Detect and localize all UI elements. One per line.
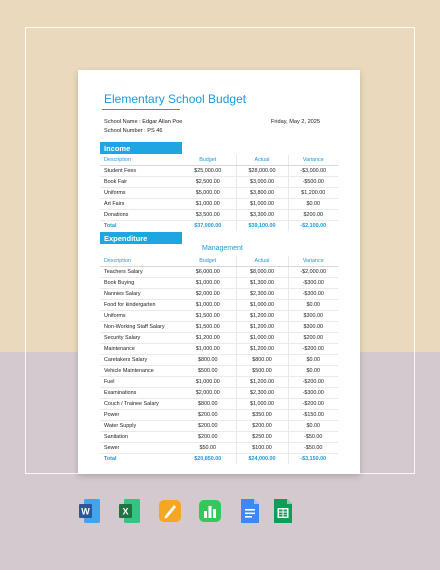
expenditure-row	[100, 366, 338, 377]
actual-cell: $3,000.00	[236, 177, 288, 188]
budget-cell: $800.00	[180, 355, 236, 366]
budget-cell: $1,000.00	[180, 377, 236, 388]
budget-cell: $25,000.00	[180, 166, 236, 177]
variance-cell: -$500.00	[288, 177, 338, 188]
expenditure-total-row	[100, 454, 338, 465]
expenditure-row	[100, 410, 338, 421]
description-cell: Food for kindergarten	[100, 300, 180, 311]
expenditure-row	[100, 300, 338, 311]
budget-cell: $50.00	[180, 443, 236, 454]
actual-cell: $8,000.00	[236, 267, 288, 278]
column-header: Actual	[236, 256, 288, 267]
description-cell: Maintenance	[100, 344, 180, 355]
expenditure-row	[100, 388, 338, 399]
description-cell: Sanitation	[100, 432, 180, 443]
variance-cell: -$3,150.00	[288, 454, 338, 465]
actual-cell: $500.00	[236, 366, 288, 377]
variance-cell: $0.00	[288, 366, 338, 377]
column-header: Variance	[288, 256, 338, 267]
income-row	[100, 210, 338, 221]
expenditure-heading: Expenditure	[100, 232, 182, 244]
column-header: Budget	[180, 155, 236, 166]
description-cell: Caretakers Salary	[100, 355, 180, 366]
variance-cell: -$50.00	[288, 443, 338, 454]
expenditure-row	[100, 399, 338, 410]
expenditure-row	[100, 443, 338, 454]
expenditure-header-row	[100, 256, 338, 267]
variance-cell: -$200.00	[288, 377, 338, 388]
actual-cell: $1,200.00	[236, 344, 288, 355]
actual-cell: $1,200.00	[236, 377, 288, 388]
budget-cell: $37,000.00	[194, 223, 222, 229]
word-letter: W	[81, 506, 90, 517]
description-cell: Donations	[100, 210, 180, 221]
expenditure-row	[100, 377, 338, 388]
column-header: Actual	[236, 155, 288, 166]
actual-cell: $3,800.00	[236, 188, 288, 199]
income-row	[100, 177, 338, 188]
budget-cell: $1,500.00	[180, 311, 236, 322]
column-header: Budget	[180, 256, 236, 267]
title-underline	[102, 109, 180, 110]
column-header: Description	[100, 155, 180, 166]
variance-cell: -$3,000.00	[288, 166, 338, 177]
expenditure-row	[100, 421, 338, 432]
word-icon[interactable]	[79, 498, 101, 524]
expenditure-row	[100, 289, 338, 300]
budget-cell: $800.00	[180, 399, 236, 410]
description-cell: Non-Working Staff Salary	[100, 322, 180, 333]
income-header-row	[100, 155, 338, 166]
numbers-icon[interactable]	[199, 498, 221, 524]
budget-cell: $200.00	[180, 432, 236, 443]
description-cell: Fuel	[100, 377, 180, 388]
school-number: School Number : PS 46	[104, 128, 163, 134]
actual-cell: $350.00	[236, 410, 288, 421]
actual-cell: $28,000.00	[236, 166, 288, 177]
budget-cell: $500.00	[180, 366, 236, 377]
budget-cell: $6,000.00	[180, 267, 236, 278]
variance-cell: -$2,100.00	[288, 221, 338, 232]
variance-cell: -$300.00	[288, 289, 338, 300]
variance-cell: -$300.00	[288, 388, 338, 399]
actual-cell: $1,000.00	[236, 199, 288, 210]
actual-cell: $1,200.00	[236, 322, 288, 333]
excel-icon[interactable]	[119, 498, 141, 524]
google-sheets-icon[interactable]	[272, 498, 294, 524]
variance-cell: -$2,000.00	[288, 267, 338, 278]
actual-cell: $250.00	[236, 432, 288, 443]
variance-cell: $200.00	[288, 210, 338, 221]
budget-cell: $1,000.00	[180, 300, 236, 311]
income-table	[100, 155, 338, 231]
description-cell: Book Fair	[100, 177, 180, 188]
description-cell: Water Supply	[100, 421, 180, 432]
actual-cell: $1,000.00	[236, 399, 288, 410]
variance-cell: $300.00	[288, 322, 338, 333]
budget-cell: $200.00	[180, 421, 236, 432]
variance-cell: $0.00	[288, 355, 338, 366]
description-cell: Student Fees	[100, 166, 180, 177]
budget-cell: $1,500.00	[180, 322, 236, 333]
budget-cell: $2,000.00	[180, 388, 236, 399]
variance-cell: $1,200.00	[288, 188, 338, 199]
expenditure-row	[100, 267, 338, 278]
description-cell: Sewer	[100, 443, 180, 454]
description-cell: Nannies Salary	[100, 289, 180, 300]
budget-cell: $20,850.00	[194, 456, 222, 462]
variance-cell: -$200.00	[288, 399, 338, 410]
document-date: Friday, May 2, 2025	[271, 119, 321, 125]
actual-cell: $3,300.00	[236, 210, 288, 221]
income-heading: Income	[100, 142, 182, 154]
description-cell: Uniforms	[100, 311, 180, 322]
google-docs-icon[interactable]	[239, 498, 261, 524]
description-cell: Teachers Salary	[100, 267, 180, 278]
actual-cell: $100.00	[236, 443, 288, 454]
column-header: Description	[100, 256, 180, 267]
description-cell: Examinations	[100, 388, 180, 399]
app-icon-bar	[0, 498, 440, 524]
description-cell: Vehicle Maintenance	[100, 366, 180, 377]
actual-cell: $1,300.00	[236, 278, 288, 289]
budget-cell: $5,000.00	[180, 188, 236, 199]
budget-document	[78, 70, 360, 474]
description-cell: Total	[104, 223, 117, 229]
variance-cell: -$150.00	[288, 410, 338, 421]
budget-cell: $1,000.00	[180, 199, 236, 210]
actual-cell: $2,300.00	[236, 388, 288, 399]
variance-cell: $0.00	[288, 300, 338, 311]
budget-cell: $200.00	[180, 410, 236, 421]
income-row	[100, 166, 338, 177]
description-cell: Power	[100, 410, 180, 421]
management-subheading: Management	[202, 245, 243, 252]
expenditure-row	[100, 322, 338, 333]
income-row	[100, 199, 338, 210]
variance-cell: $300.00	[288, 311, 338, 322]
variance-cell: $0.00	[288, 199, 338, 210]
description-cell: Total	[104, 456, 117, 462]
actual-cell: $39,100.00	[236, 221, 288, 232]
expenditure-row	[100, 333, 338, 344]
excel-letter: X	[122, 506, 129, 517]
budget-cell: $2,000.00	[180, 289, 236, 300]
actual-cell: $2,300.00	[236, 289, 288, 300]
description-cell: Couch / Trainee Salary	[100, 399, 180, 410]
budget-cell: $3,500.00	[180, 210, 236, 221]
expenditure-table	[100, 256, 338, 464]
actual-cell: $200.00	[236, 421, 288, 432]
budget-cell: $1,000.00	[180, 278, 236, 289]
budget-cell: $1,000.00	[180, 344, 236, 355]
variance-cell: $200.00	[288, 333, 338, 344]
expenditure-row	[100, 278, 338, 289]
income-row	[100, 188, 338, 199]
description-cell: Security Salary	[100, 333, 180, 344]
actual-cell: $800.00	[236, 355, 288, 366]
description-cell: Uniforms	[100, 188, 180, 199]
actual-cell: $1,000.00	[236, 333, 288, 344]
pages-icon[interactable]	[159, 498, 181, 524]
expenditure-row	[100, 355, 338, 366]
actual-cell: $1,000.00	[236, 300, 288, 311]
description-cell: Book Buying	[100, 278, 180, 289]
document-title: Elementary School Budget	[104, 92, 247, 106]
variance-cell: $0.00	[288, 421, 338, 432]
expenditure-row	[100, 344, 338, 355]
variance-cell: -$200.00	[288, 344, 338, 355]
variance-cell: -$300.00	[288, 278, 338, 289]
budget-cell: $2,500.00	[180, 177, 236, 188]
column-header: Variance	[288, 155, 338, 166]
description-cell: Art Fairs	[100, 199, 180, 210]
actual-cell: $1,200.00	[236, 311, 288, 322]
actual-cell: $24,000.00	[236, 454, 288, 465]
expenditure-row	[100, 311, 338, 322]
budget-cell: $1,200.00	[180, 333, 236, 344]
income-total-row	[100, 221, 338, 232]
school-name: School Name : Edgar Allan Poe	[104, 119, 183, 125]
variance-cell: -$50.00	[288, 432, 338, 443]
expenditure-row	[100, 432, 338, 443]
